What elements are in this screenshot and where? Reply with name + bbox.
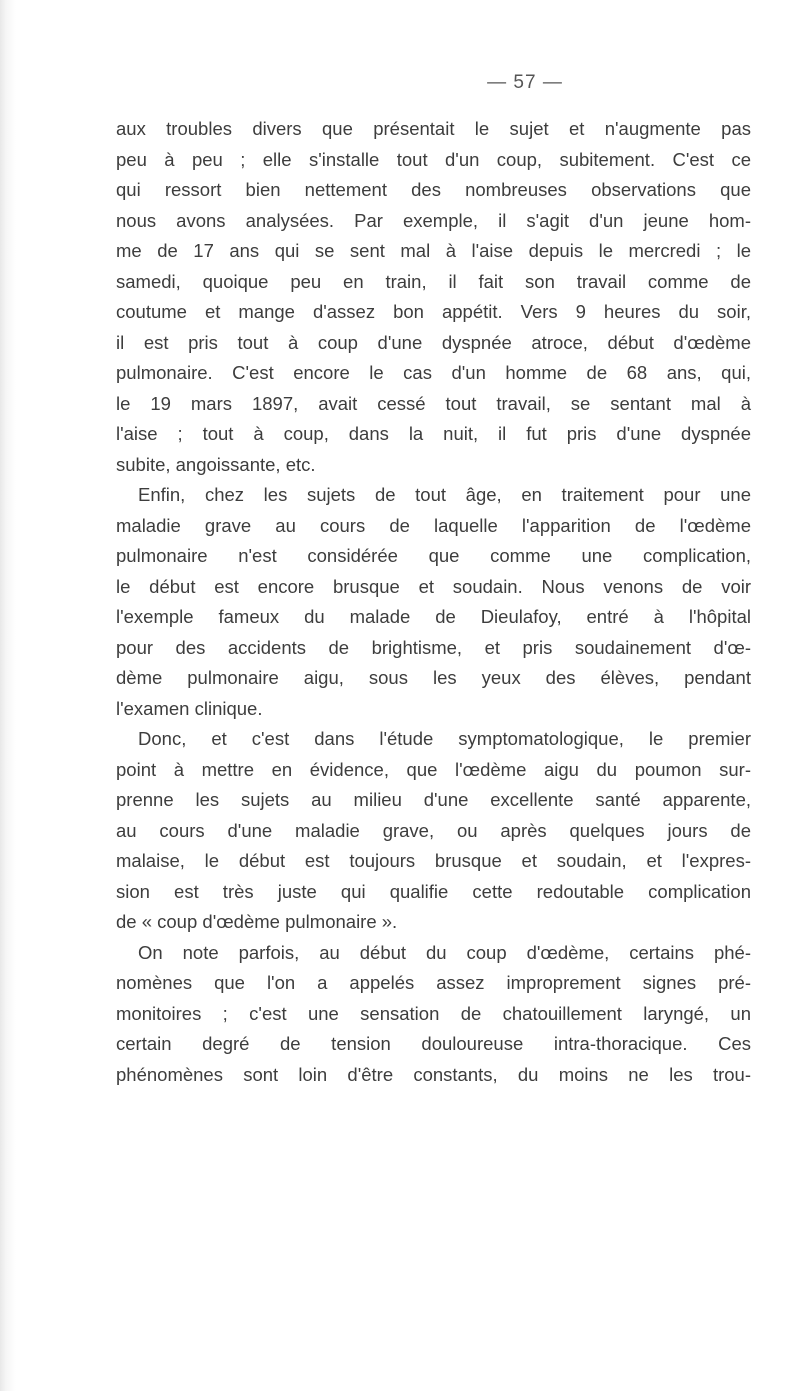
page-number: — 57 —: [487, 72, 563, 93]
text-line: le début est encore brusque et soudain. Nous venons de voir: [116, 575, 751, 597]
text-line: malaise, le début est toujours brusque et soudain, et l'expres-: [116, 850, 751, 871]
text-line: l'exemple fameux du malade de Dieulafoy, entré à l'hôpital: [116, 606, 751, 627]
text-line: me de 17 ans qui se sent mal à l'aise depuis le mercredi ; le: [116, 240, 751, 261]
text-line: point à mettre en évidence, que l'œdème aigu du poumon sur-: [116, 758, 751, 780]
text-line: certain degré de tension douloureuse intra-thoracique. Ces: [116, 1033, 751, 1054]
text-line: au cours d'une maladie grave, ou après quelques jours de: [116, 819, 751, 841]
text-line: qui ressort bien nettement des nombreuses observations que: [116, 179, 751, 200]
text-line: l'aise ; tout à coup, dans la nuit, il fut pris d'une dyspnée: [116, 423, 751, 444]
text-line: le 19 mars 1897, avait cessé tout travail, se sentant mal à: [116, 392, 751, 414]
text-line: l'examen clinique.: [116, 697, 263, 719]
text-line: sion est très juste qui qualifie cette redoutable complication: [116, 880, 751, 902]
text-line: phénomènes sont loin d'être constants, du moins ne les trou-: [116, 1063, 751, 1085]
text-line: de « coup d'œdème pulmonaire ».: [116, 911, 398, 932]
text-line: dème pulmonaire aigu, sous les yeux des élèves, pendant: [116, 667, 751, 688]
text-line: On note parfois, au début du coup d'œdème, certains phé-: [138, 941, 751, 963]
text-line: samedi, quoique peu en train, il fait son travail comme de: [116, 270, 751, 292]
text-line: pulmonaire n'est considérée que comme une complication,: [116, 545, 751, 566]
body-text: [116, 114, 751, 1090]
text-line: pulmonaire. C'est encore le cas d'un homme de 68 ans, qui,: [116, 362, 751, 383]
text-line: aux troubles divers que présentait le sujet et n'augmente pas: [116, 118, 751, 139]
text-line: subite, angoissante, etc.: [116, 453, 316, 475]
text-line: peu à peu ; elle s'installe tout d'un coup, subitement. C'est ce: [116, 148, 751, 170]
text-line: Donc, et c'est dans l'étude symptomatologique, le premier: [138, 728, 751, 749]
text-line: prenne les sujets au milieu d'une excellente santé apparente,: [116, 789, 751, 810]
text-line: coutume et mange d'assez bon appétit. Vers 9 heures du soir,: [116, 301, 751, 322]
text-line: monitoires ; c'est une sensation de chatouillement laryngé, un: [116, 1002, 751, 1024]
text-line: maladie grave au cours de laquelle l'apparition de l'œdème: [116, 514, 751, 536]
text-line: nomènes que l'on a appelés assez improprement signes pré-: [116, 972, 751, 993]
text-line: il est pris tout à coup d'une dyspnée atroce, début d'œdème: [116, 331, 751, 353]
text-line: Enfin, chez les sujets de tout âge, en traitement pour une: [138, 484, 751, 505]
text-line: nous avons analysées. Par exemple, il s'agit d'un jeune hom-: [116, 209, 751, 231]
text-line: pour des accidents de brightisme, et pris soudainement d'œ-: [116, 636, 751, 658]
